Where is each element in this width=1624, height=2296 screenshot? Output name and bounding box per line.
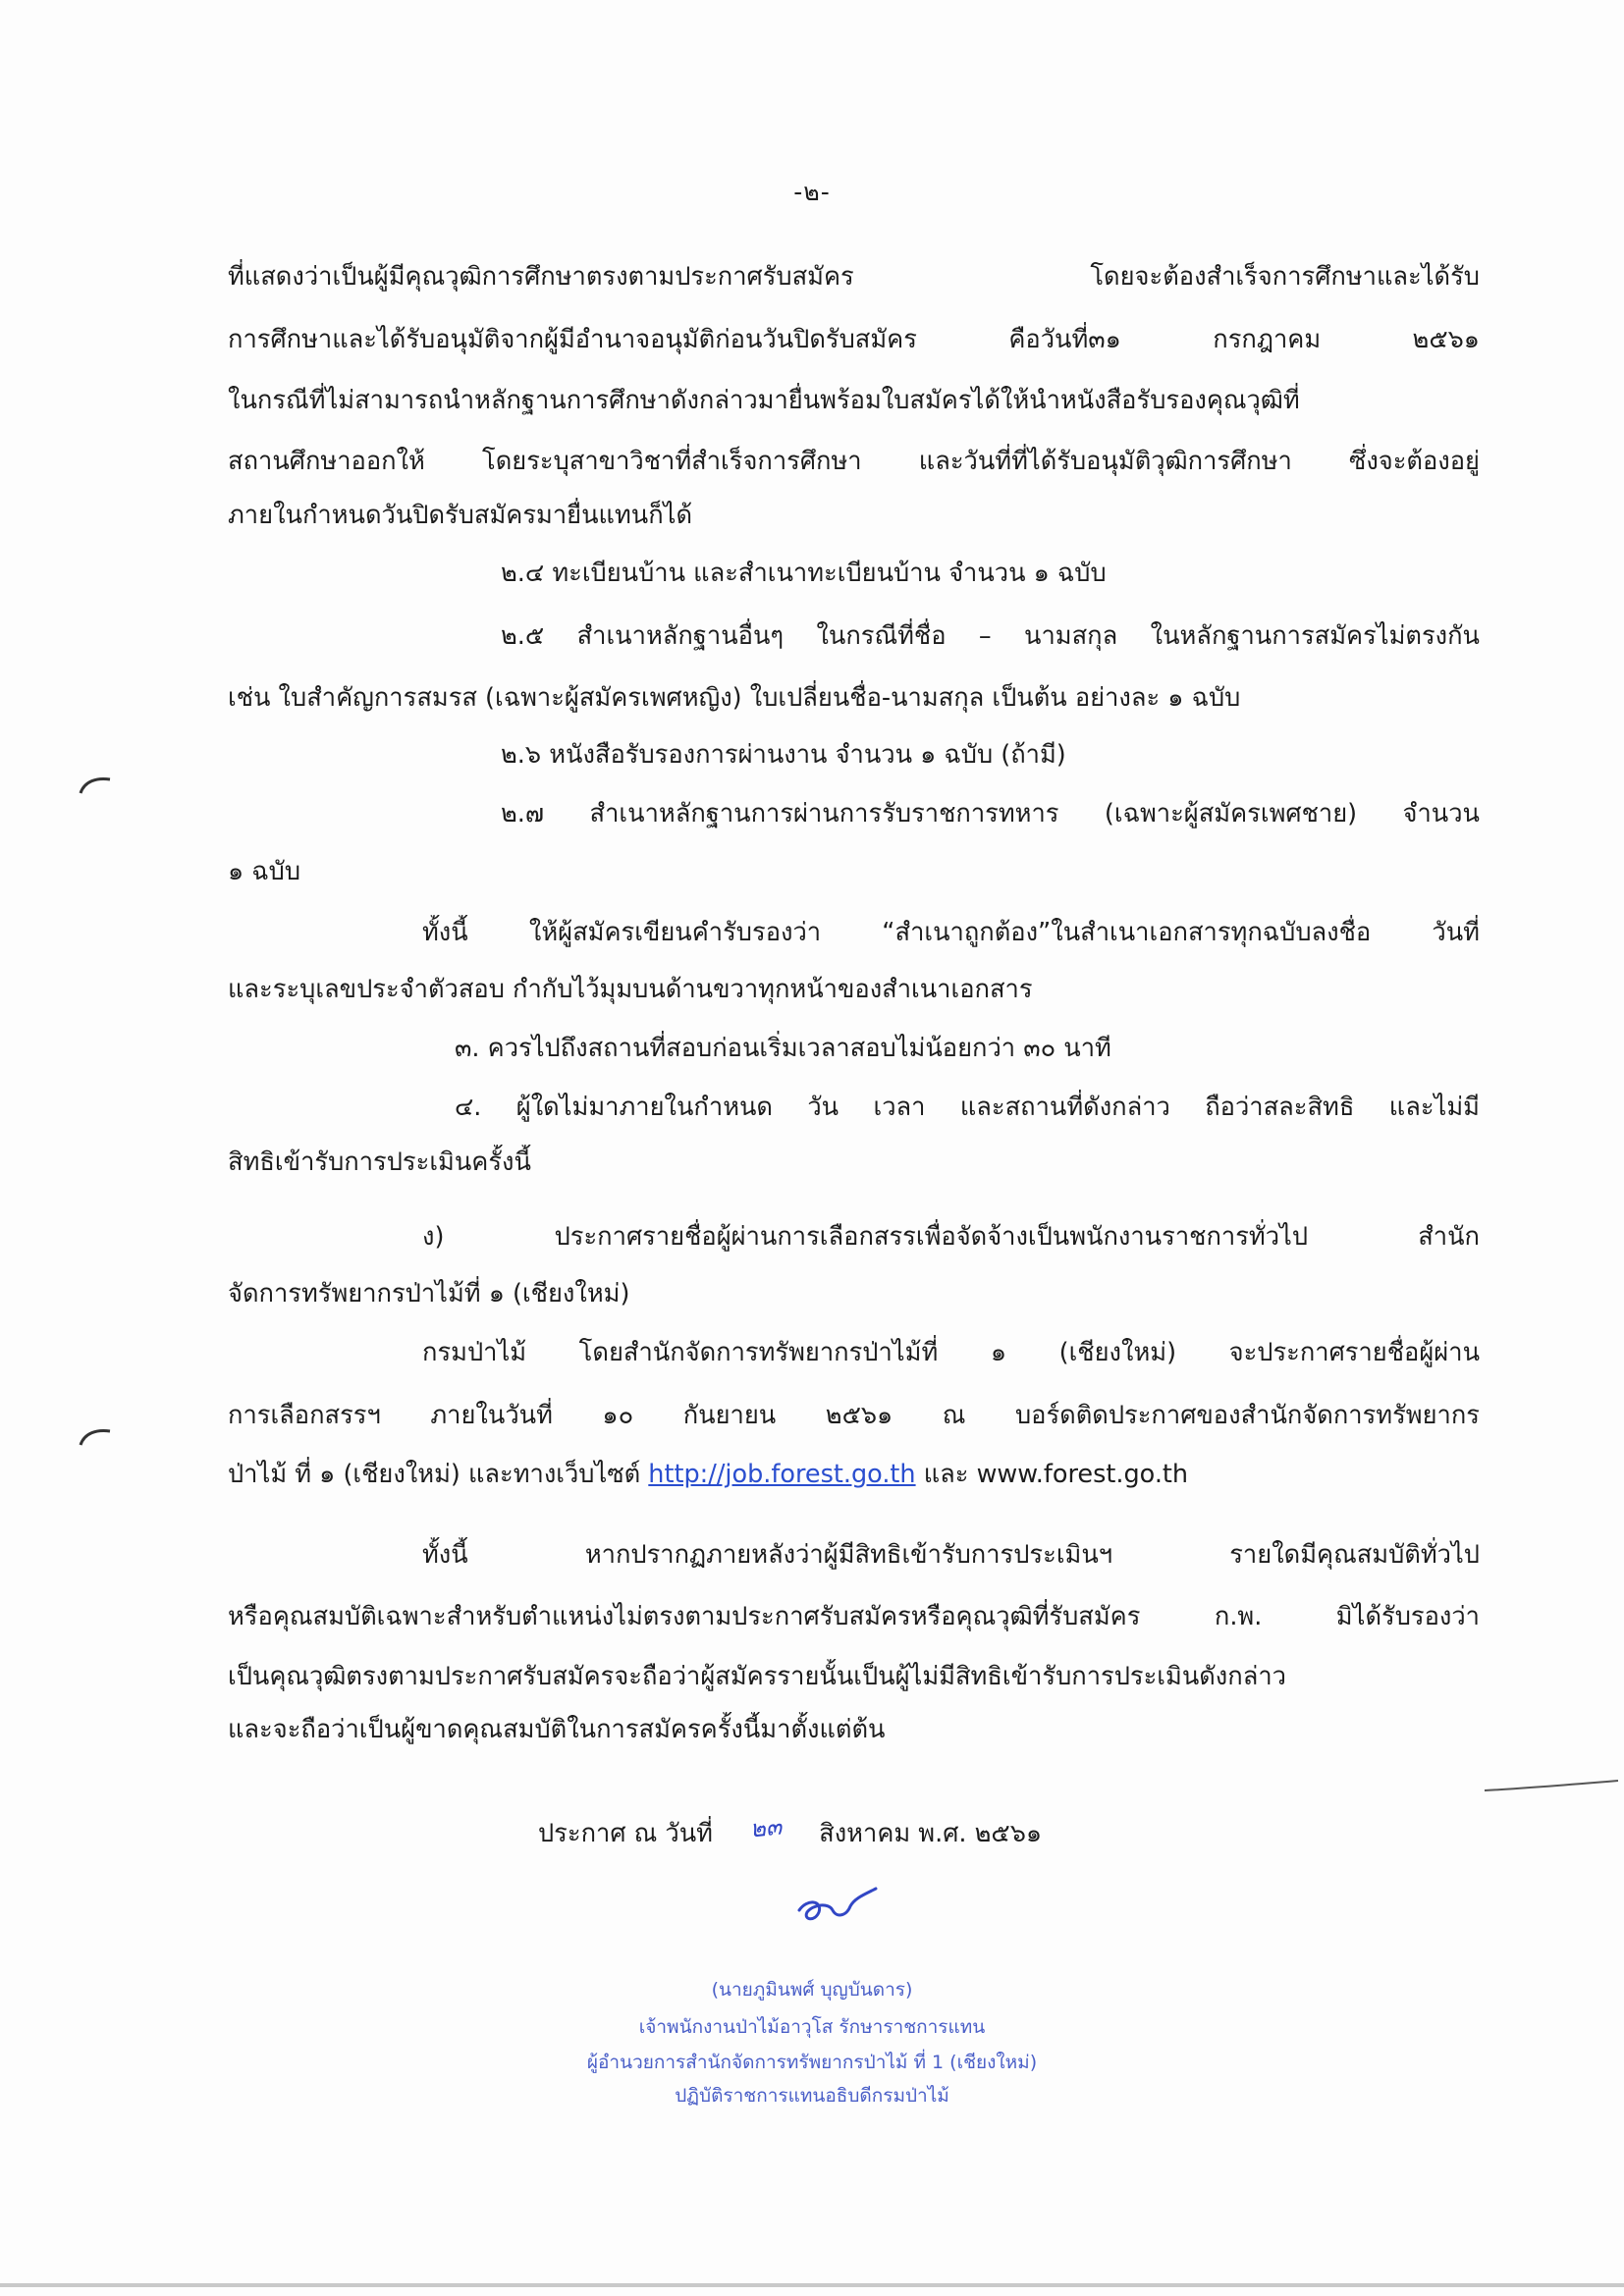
list-item-2-7: ๒.๗ สำเนาหลักฐานการผ่านการรับราชการทหาร (เฉพาะผู้สมัครเพศชาย) จำนวน — [501, 799, 1480, 828]
list-item-2-4: ๒.๔ ทะเบียนบ้าน และสำเนาทะเบียนบ้าน จำนวน ๑ ฉบับ — [501, 559, 1107, 588]
paragraph-line: และระบุเลขประจำตัวสอบ กำกับไว้มุมบนด้านขวาทุกหน้าของสำเนาเอกสาร — [228, 975, 1033, 1004]
signatory-position: ปฏิบัติราชการแทนอธิบดีกรมป่าไม้ — [675, 2085, 949, 2107]
paragraph-line: การศึกษาและได้รับอนุมัติจากผู้มีอำนาจอนุมัติก่อนวันปิดรับสมัคร คือวันที่๓๑ กรกฎาคม ๒๕๖๑ — [228, 325, 1480, 354]
paragraph-line: ในกรณีที่ไม่สามารถนำหลักฐานการศึกษาดังกล่าวมายื่นพร้อมใบสมัครได้ให้นำหนังสือรับรองคุณวุฒิที่ — [228, 386, 1300, 415]
list-item-4: ๔. ผู้ใดไม่มาภายในกำหนด วัน เวลา และสถานที่ดังกล่าว ถือว่าสละสิทธิ และไม่มี — [455, 1093, 1480, 1122]
section-heading: จัดการทรัพยากรป่าไม้ที่ ๑ (เชียงใหม่) — [228, 1279, 630, 1308]
hole-punch-mark — [77, 774, 116, 797]
paragraph-line: ที่แสดงว่าเป็นผู้มีคุณวุฒิการศึกษาตรงตามประกาศรับสมัคร โดยจะต้องสำเร็จการศึกษาและได้รับ — [228, 262, 1480, 292]
paragraph-line: ๑ ฉบับ — [228, 857, 301, 886]
page-number: -๒- — [793, 178, 831, 206]
signatory-position: เจ้าพนักงานป่าไม้อาวุโส รักษาราชการแทน — [638, 2016, 986, 2038]
signature-mark — [785, 1877, 893, 1936]
website-line — [228, 1457, 1480, 1492]
handwritten-day: ๒๓ — [748, 1812, 784, 1843]
paragraph-line: ทั้งนี้ หากปรากฏภายหลังว่าผู้มีสิทธิเข้ารับการประเมินฯ รายใดมีคุณสมบัติทั่วไป — [422, 1540, 1480, 1570]
signatory-name: (นายภูมินพศ์ บุญบันดาร) — [711, 1979, 913, 2001]
paragraph-line: สิทธิเข้ารับการประเมินครั้งนี้ — [228, 1148, 531, 1177]
paragraph-line: เป็นคุณวุฒิตรงตามประกาศรับสมัครจะถือว่าผู้สมัครรายนั้นเป็นผู้ไม่มีสิทธิเข้ารับการประเมินดังกล่าว — [228, 1662, 1286, 1691]
paragraph-line: กรมป่าไม้ โดยสำนักจัดการทรัพยากรป่าไม้ที่ ๑ (เชียงใหม่) จะประกาศรายชื่อผู้ผ่าน — [422, 1338, 1480, 1367]
paragraph-line: เช่น ใบสำคัญการสมรส (เฉพาะผู้สมัครเพศหญิง) ใบเปลี่ยนชื่อ-นามสกุล เป็นต้น อย่างละ ๑ ฉบับ — [228, 683, 1241, 713]
website-middle: และ — [915, 1460, 977, 1489]
job-website-link[interactable]: http://job.forest.go.th — [648, 1460, 916, 1489]
announcement-prefix: ประกาศ ณ วันที่ — [538, 1819, 713, 1848]
paragraph-line: หรือคุณสมบัติเฉพาะสำหรับตำแหน่งไม่ตรงตามประกาศรับสมัครหรือคุณวุฒิที่รับสมัคร ก.พ. มิได้รับรองว่า — [228, 1602, 1480, 1631]
paragraph-line: สถานศึกษาออกให้ โดยระบุสาขาวิชาที่สำเร็จการศึกษา และวันที่ที่ได้รับอนุมัติวุฒิการศึกษา ซึ่งจะต้องอยู่ — [228, 447, 1480, 476]
hole-punch-mark — [77, 1425, 116, 1449]
scan-edge-mark — [1483, 1777, 1620, 1796]
paragraph-line: ภายในกำหนดวันปิดรับสมัครมายื่นแทนก็ได้ — [228, 501, 693, 530]
paragraph-line: ทั้งนี้ ให้ผู้สมัครเขียนคำรับรองว่า “สำเนาถูกต้อง”ในสำเนาเอกสารทุกฉบับลงชื่อ วันที่ — [422, 918, 1480, 947]
page-bottom-edge — [0, 2283, 1624, 2287]
announcement-suffix: สิงหาคม พ.ศ. ๒๕๖๑ — [819, 1819, 1043, 1848]
website-prefix: ป่าไม้ ที่ ๑ (เชียงใหม่) และทางเว็บไซต์ — [228, 1460, 649, 1489]
list-item-2-5: ๒.๕ สำเนาหลักฐานอื่นๆ ในกรณีที่ชื่อ – นามสกุล ในหลักฐานการสมัครไม่ตรงกัน — [501, 621, 1480, 651]
announcement-date — [538, 1812, 1043, 1851]
paragraph-line: และจะถือว่าเป็นผู้ขาดคุณสมบัติในการสมัครครั้งนี้มาตั้งแต่ต้น — [228, 1715, 886, 1744]
forest-website-text: www.forest.go.th — [976, 1460, 1189, 1489]
paragraph-line: การเลือกสรรฯ ภายในวันที่ ๑๐ กันยายน ๒๕๖๑ ณ บอร์ดติดประกาศของสำนักจัดการทรัพยากร — [228, 1401, 1480, 1430]
list-item-2-6: ๒.๖ หนังสือรับรองการผ่านงาน จำนวน ๑ ฉบับ (ถ้ามี) — [501, 740, 1066, 770]
section-heading: ง) ประกาศรายชื่อผู้ผ่านการเลือกสรรเพื่อจัดจ้างเป็นพนักงานราชการทั่วไป สำนัก — [422, 1222, 1480, 1252]
signatory-position: ผู้อำนวยการสำนักจัดการทรัพยากรป่าไม้ ที่ 1 (เชียงใหม่) — [586, 2052, 1038, 2073]
list-item-3: ๓. ควรไปถึงสถานที่สอบก่อนเริ่มเวลาสอบไม่น้อยกว่า ๓๐ นาที — [455, 1034, 1111, 1063]
